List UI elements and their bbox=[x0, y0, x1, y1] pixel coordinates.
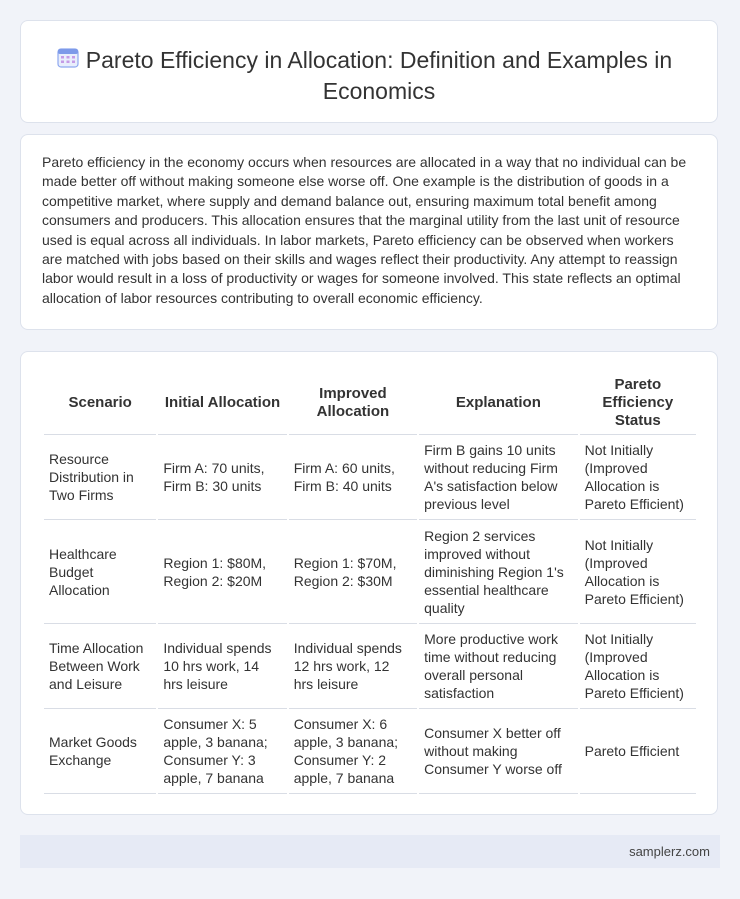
intro-card bbox=[20, 134, 718, 330]
header-initial-allocation: Initial Allocation bbox=[158, 372, 286, 435]
table-row bbox=[44, 520, 696, 624]
cell-improved: Consumer X: 6 apple, 3 banana; Consumer Y: 2 apple, 7 banana bbox=[289, 709, 417, 794]
cell-explanation: More productive work time without reducing overall personal satisfaction bbox=[419, 624, 577, 709]
cell-scenario: Resource Distribution in Two Firms bbox=[44, 435, 156, 520]
cell-explanation: Firm B gains 10 units without reducing Firm A's satisfaction below previous level bbox=[419, 435, 577, 520]
cell-initial: Region 1: $80M, Region 2: $20M bbox=[158, 520, 286, 624]
cell-scenario: Healthcare Budget Allocation bbox=[44, 520, 156, 624]
cell-explanation: Consumer X better off without making Consumer Y worse off bbox=[419, 709, 577, 794]
header-card bbox=[20, 20, 718, 123]
header-pareto-status: Pareto Efficiency Status bbox=[580, 372, 696, 435]
footer bbox=[20, 835, 720, 868]
cell-status: Not Initially (Improved Allocation is Pareto Efficient) bbox=[580, 435, 696, 520]
table-header-row bbox=[44, 372, 696, 435]
intro-paragraph: Pareto efficiency in the economy occurs when resources are allocated in a way that no individual can be made better off without making someone else worse off. One example is the distribution of goods in a competitive market, where supply and demand balance out, ensuring maximum total benefit among consumers and producers. This allocation ensures that the marginal utility from the last unit of resource used is equal across all individuals. In labor markets, Pareto efficiency can be observed when workers are matched with jobs based on their skills and wages reflect their productivity. Any attempt to reassign labor would result in a loss of productivity or wages for someone involved. This state reflects an optimal allocation of labor resources contributing to overall economic efficiency. bbox=[42, 154, 687, 306]
cell-explanation: Region 2 services improved without diminishing Region 1's essential healthcare quality bbox=[419, 520, 577, 624]
header-scenario: Scenario bbox=[44, 372, 156, 435]
header-explanation: Explanation bbox=[419, 372, 577, 435]
cell-improved: Individual spends 12 hrs work, 12 hrs leisure bbox=[289, 624, 417, 709]
table-row bbox=[44, 435, 696, 520]
cell-status: Pareto Efficient bbox=[580, 709, 696, 794]
cell-status: Not Initially (Improved Allocation is Pareto Efficient) bbox=[580, 520, 696, 624]
cell-status: Not Initially (Improved Allocation is Pareto Efficient) bbox=[580, 624, 696, 709]
table-card bbox=[20, 351, 718, 815]
cell-initial: Consumer X: 5 apple, 3 banana; Consumer Y: 3 apple, 7 banana bbox=[158, 709, 286, 794]
table-row bbox=[44, 709, 696, 794]
cell-scenario: Time Allocation Between Work and Leisure bbox=[44, 624, 156, 709]
allocation-table bbox=[42, 372, 698, 794]
cell-scenario: Market Goods Exchange bbox=[44, 709, 156, 794]
cell-improved: Region 1: $70M, Region 2: $30M bbox=[289, 520, 417, 624]
page-title: Pareto Efficiency in Allocation: Definition and Examples in Economics bbox=[85, 47, 673, 104]
footer-site-link[interactable]: samplerz.com bbox=[629, 844, 710, 859]
header-improved-allocation: Improved Allocation bbox=[289, 372, 417, 435]
cell-initial: Firm A: 70 units, Firm B: 30 units bbox=[158, 435, 286, 520]
cell-improved: Firm A: 60 units, Firm B: 40 units bbox=[289, 435, 417, 520]
table-row bbox=[44, 624, 696, 709]
cell-initial: Individual spends 10 hrs work, 14 hrs leisure bbox=[158, 624, 286, 709]
